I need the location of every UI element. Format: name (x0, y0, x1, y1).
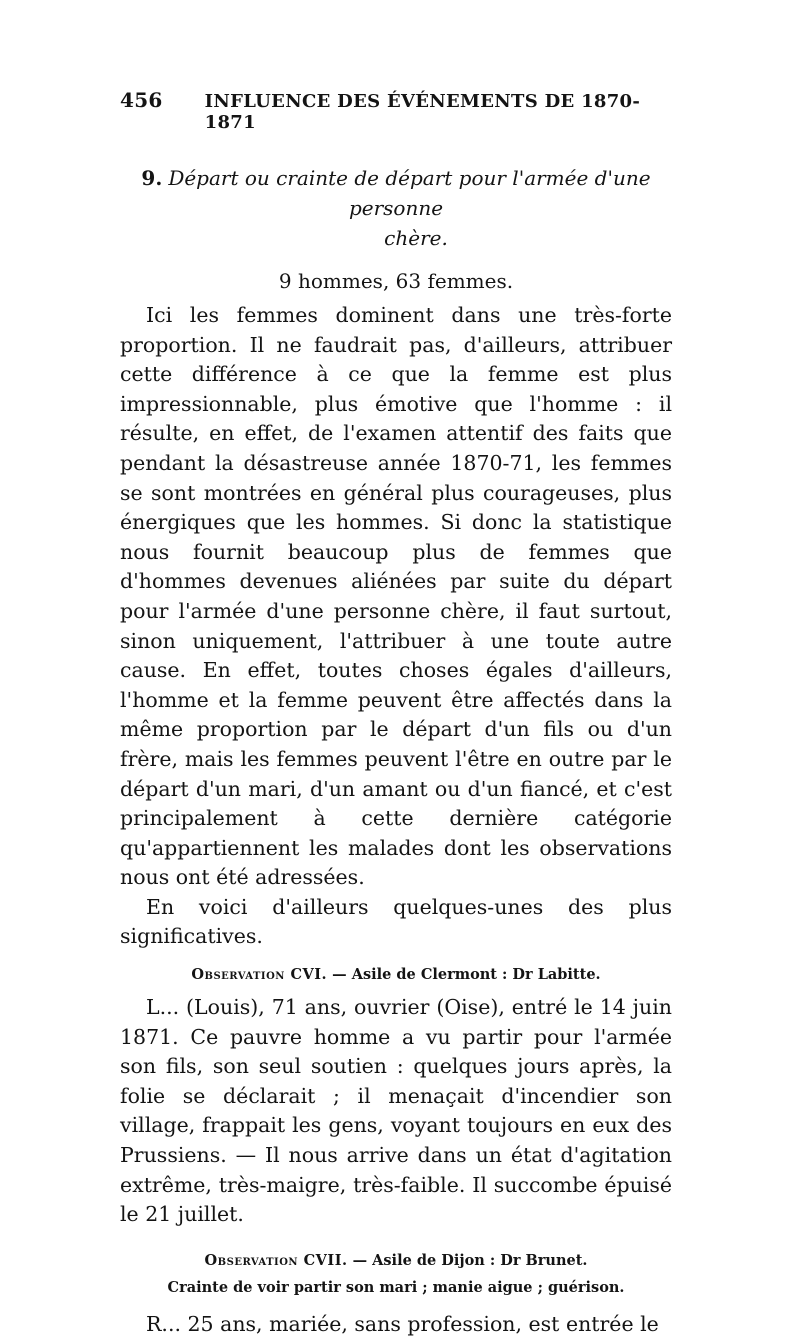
page-number: 456 (120, 88, 163, 112)
section-counts: 9 hommes, 63 femmes. (278, 269, 514, 293)
observation-106-place: — Asile de Clermont : Dr Labitte. (332, 966, 601, 984)
running-head (120, 88, 672, 133)
observation-107-place: — Asile de Dijon : Dr Brunet. (352, 1251, 588, 1269)
book-page (120, 88, 672, 1339)
running-title: INFLUENCE DES ÉVÉNEMENTS DE 1870-1871 (204, 91, 641, 133)
observation-106-heading (120, 966, 672, 983)
observation-107-text: R... 25 ans, mariée, sans profession, est entrée le (146, 1311, 659, 1336)
observation-106-text: L... (Louis), 71 ans, ouvrier (Oise), entré le 14 juin 1871. Ce pauvre homme a vu partir pour l'armée son fils, son seul soutien : quelques jours après, la folie se déclarait ; il menaçait d'incendier son village, frappait les gens, voyant toujours en eux des Prussiens. — Il nous arrive dans un état d'agitation extrême, très-maigre, très-faible. Il succombe épuisé le 21 juillet. (120, 995, 672, 1227)
paragraph-intro-observations: En voici d'ailleurs quelques-unes des plus significatives. (120, 894, 672, 949)
section-title-line1: Départ ou crainte de départ pour l'armée d'une personne (168, 166, 651, 220)
observation-107-heading (120, 1252, 672, 1269)
observation-107-label: Observation CVII. (204, 1251, 348, 1269)
section-heading (120, 163, 672, 253)
section-title-line2: chère. (384, 226, 448, 250)
observation-106-label: Observation CVI. (191, 966, 328, 984)
paragraph-discussion: Ici les femmes dominent dans une très-forte proportion. Il ne faudrait pas, d'ailleurs, attribuer cette différence à ce que la femme est plus impressionnable, plus émotive que l'homme : il résulte, en effet, de l'examen attentif des faits que pendant la désastreuse année 1870-71, les femmes se sont montrées en général plus courageuses, plus énergiques que les hommes. Si donc la statistique nous fournit beaucoup plus de femmes que d'hommes devenues aliénées par suite du départ pour l'armée d'une personne chère, il faut surtout, sinon uniquement, l'attribuer à une toute autre cause. En effet, toutes choses égales d'ailleurs, l'homme et la femme peuvent être affectés dans la même proportion par le départ d'un fils ou d'un frère, mais les femmes peuvent l'être en outre par le départ d'un mari, d'un amant ou d'un fiancé, et c'est principalement à cette dernière catégorie qu'appartiennent les malades dont les observations nous ont été adressées. (120, 303, 672, 890)
observation-107-subtitle: Crainte de voir partir son mari ; manie aigue ; guérison. (167, 1278, 625, 1296)
section-number: 9. (141, 166, 163, 190)
